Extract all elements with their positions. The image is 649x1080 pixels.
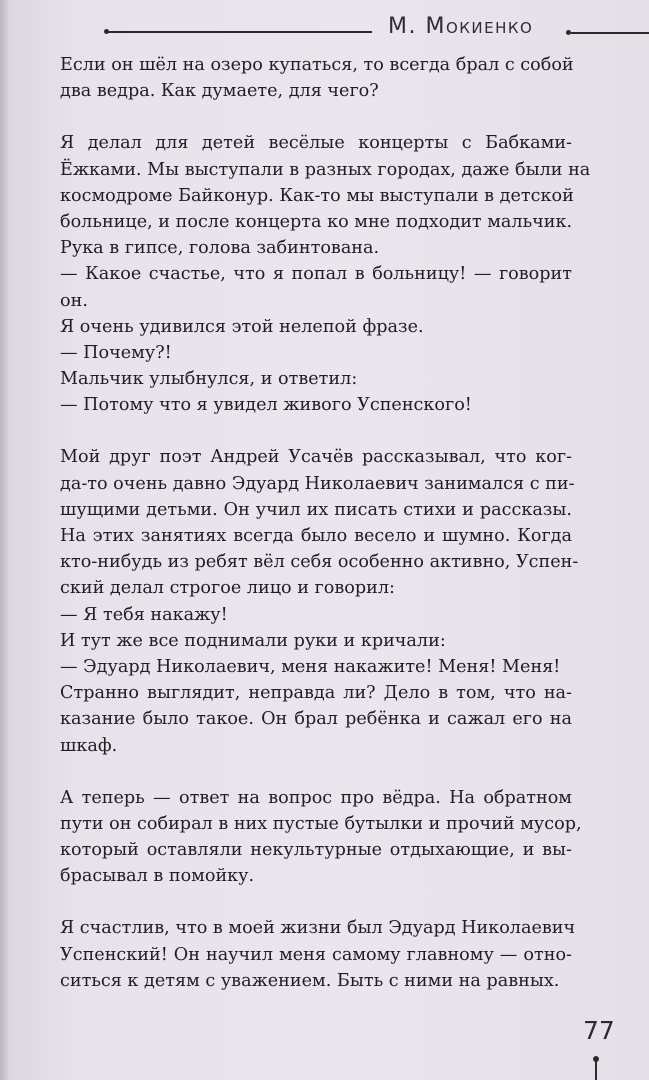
text-line: брасывал в помойку.	[60, 866, 255, 887]
page-number: 77	[583, 1016, 615, 1045]
page-header	[0, 0, 649, 55]
text-line: Ёжками. Мы выступали в разных городах, даже были на	[60, 159, 591, 180]
text-line: А теперь — ответ на вопрос про вёдра. На обратном	[60, 787, 572, 808]
text-line: Странно выглядит, неправда ли? Дело в том, что на-	[60, 683, 572, 704]
text-line: больнице, и после концерта ко мне подходит мальчик.	[60, 211, 573, 232]
text-line: пути он собирал в них пустые бутылки и прочий мусор,	[60, 813, 582, 834]
paragraph-gap	[60, 418, 572, 444]
text-line: казание было такое. Он брал ребёнка и сажал его на	[60, 709, 572, 730]
body-text	[60, 52, 591, 994]
paragraph-gap	[60, 104, 572, 130]
text-line: шкаф.	[60, 735, 118, 756]
text-line: — Эдуард Николаевич, меня накажите! Меня! Меня!	[60, 656, 561, 677]
text-line: Я очень удивился этой нелепой фразе.	[60, 316, 424, 337]
text-line: На этих занятиях всегда было весело и шумно. Когда	[60, 526, 572, 546]
text-line: да-то очень давно Эдуард Николаевич занимался с пи-	[60, 473, 575, 494]
text-line: — Почему?!	[60, 342, 172, 363]
text-line: Мой друг поэт Андрей Усачёв рассказывал, что ког-	[60, 447, 572, 468]
text-line: который оставляли некультурные отдыхающие, и вы-	[60, 840, 572, 861]
text-line: Я счастлив, что в моей жизни был Эдуард Николаевич	[60, 918, 576, 939]
text-line: он.	[60, 290, 88, 311]
header-rule-right	[571, 32, 649, 34]
text-line: ситься к детям с уважением. Быть с ними на равных.	[60, 970, 560, 991]
paragraph-gap	[60, 759, 572, 785]
text-line: — Я тебя накажу!	[60, 604, 228, 625]
text-line: космодроме Байконур. Как-то мы выступали в детской	[60, 185, 574, 206]
text-line: Если он шёл на озеро купаться, то всегда брал с собой	[60, 55, 574, 75]
header-rule-left	[108, 31, 372, 33]
text-line: Успенский! Он научил меня самому главному — отно-	[60, 944, 572, 965]
text-line: И тут же все поднимали руки и кричали:	[60, 630, 446, 651]
spine-edge	[0, 0, 8, 1080]
text-line: — Потому что я увидел живого Успенского!	[60, 395, 472, 416]
text-line: шущими детьми. Он учил их писать стихи и рассказы.	[60, 499, 572, 520]
running-head-author: М. Мокиенко	[388, 14, 534, 39]
text-line: два ведра. Как думаете, для чего?	[60, 81, 379, 102]
page-mark-rule	[595, 1059, 597, 1080]
text-line: Я делал для детей весёлые концерты с Бабками-	[60, 133, 572, 154]
text-line: ский делал строгое лицо и говорил:	[60, 578, 395, 599]
text-line: Рука в гипсе, голова забинтована.	[60, 238, 380, 259]
paragraph-gap	[60, 889, 572, 915]
text-line: — Какое счастье, что я попал в больницу! — говорит	[60, 264, 572, 285]
text-line: кто-нибудь из ребят вёл себя особенно активно, Успен-	[60, 552, 579, 573]
text-line: Мальчик улыбнулся, и ответил:	[60, 369, 358, 390]
